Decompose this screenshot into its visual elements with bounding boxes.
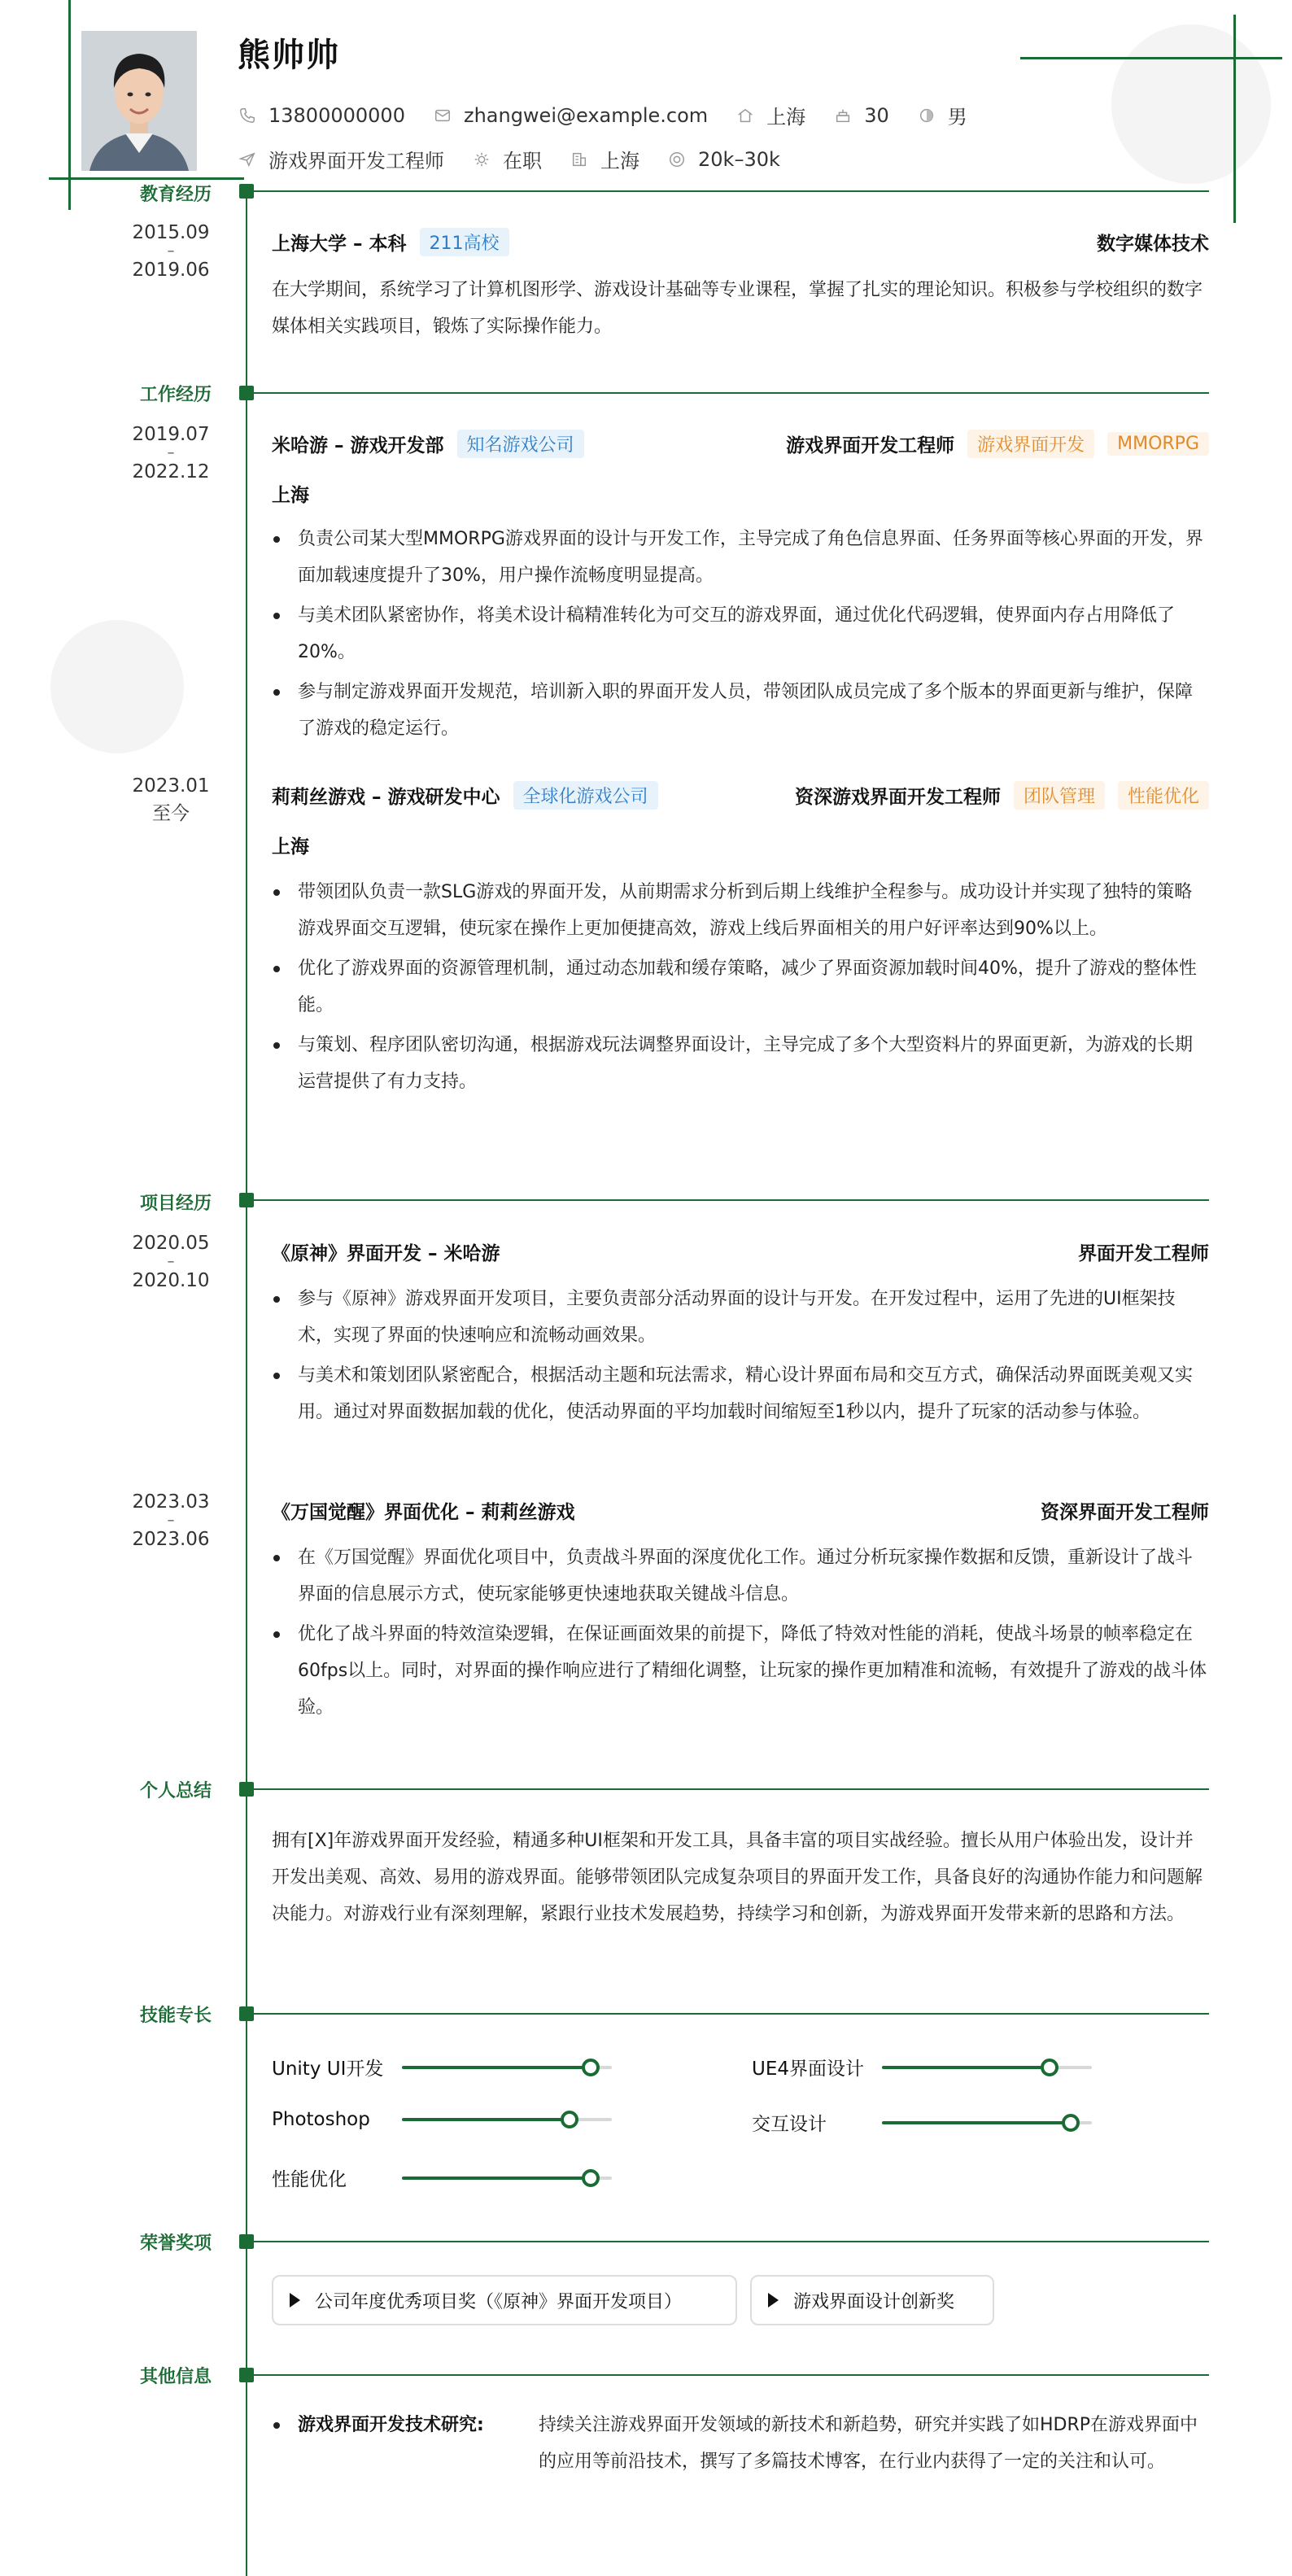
role-tag: 游戏界面开发 xyxy=(967,430,1094,458)
work-bullets-1 xyxy=(272,521,1209,750)
timeline-spine xyxy=(246,184,247,2576)
job-role: 资深游戏界面开发工程师 xyxy=(794,787,1001,808)
mail-icon xyxy=(433,106,452,125)
role-tag: MMORPG xyxy=(1107,432,1209,456)
skill-performance xyxy=(272,2164,612,2191)
age-text: 30 xyxy=(864,103,889,127)
salary-item xyxy=(667,148,780,171)
work-bullets-2 xyxy=(272,874,1209,1103)
email-text: zhangwei@example.com xyxy=(463,103,709,127)
project-bullets-2 xyxy=(272,1539,1209,1729)
skill-label: Photoshop xyxy=(272,2109,370,2130)
target-job-text: 游戏界面开发工程师 xyxy=(268,150,444,172)
section-title-work: 工作经历 xyxy=(139,385,212,405)
skill-level-bar xyxy=(882,2066,1092,2069)
skill-level-knob xyxy=(582,2169,600,2187)
award-label: 游戏界面设计创新奖 xyxy=(793,2291,955,2312)
decor-line-right-horizontal xyxy=(1020,57,1282,59)
award-item xyxy=(750,2275,994,2325)
decor-line-right-vertical xyxy=(1233,15,1236,223)
skill-unity-ui xyxy=(272,2054,612,2080)
bullet-item: 与策划、程序团队密切沟通，根据游戏玩法调整界面设计，主导完成了多个大型资料片的界面更新，为游戏的长期运营提供了有力支持。 xyxy=(272,1027,1209,1100)
school-name: 上海大学 – 本科 xyxy=(272,234,407,255)
bullet-item: 在《万国觉醒》界面优化项目中，负责战斗界面的深度优化工作。通过分析玩家操作数据和反馈，重新设计了战斗界面的信息展示方式，使玩家能够更快速地获取关键战斗信息。 xyxy=(272,1539,1209,1613)
skill-interaction-design xyxy=(752,2109,1092,2136)
bullet-item: 参与制定游戏界面开发规范，培训新入职的界面开发人员，带领团队成员完成了多个版本的界面更新与维护，保障了游戏的稳定运行。 xyxy=(272,674,1209,747)
location-text: 上海 xyxy=(766,106,806,129)
age-item xyxy=(833,104,889,127)
contact-row xyxy=(238,101,995,129)
section-marker-projects xyxy=(239,1193,254,1207)
other-info-item xyxy=(272,2407,1209,2480)
education-header xyxy=(272,228,1209,256)
section-rule-summary xyxy=(254,1788,1209,1790)
section-marker-skills xyxy=(239,2006,254,2021)
avatar-image xyxy=(81,31,197,171)
section-title-education: 教育经历 xyxy=(139,185,212,205)
section-title-skills: 技能专长 xyxy=(139,2006,212,2026)
target-job-item xyxy=(238,145,444,173)
date-end: 2020.10 xyxy=(132,1270,210,1291)
project-role: 界面开发工程师 xyxy=(1078,1243,1209,1264)
date-start: 2023.01 xyxy=(132,775,210,797)
role-tag: 团队管理 xyxy=(1014,781,1105,810)
bullet-item: 与美术团队紧密协作，将美术设计稿精准转化为可交互的游戏界面，通过优化代码逻辑，使界面内存占用降低了20%。 xyxy=(272,597,1209,670)
award-label: 公司年度优秀项目奖（《原神》界面开发项目） xyxy=(315,2291,683,2312)
date-end: 2019.06 xyxy=(132,260,210,281)
company-tag: 全球化游戏公司 xyxy=(513,781,658,810)
skill-label: 性能优化 xyxy=(272,2169,347,2190)
skill-label: Unity UI开发 xyxy=(272,2059,384,2080)
date-start: 2020.05 xyxy=(132,1233,210,1254)
date-start: 2023.03 xyxy=(132,1491,210,1513)
decor-circle-left xyxy=(50,620,184,753)
project-role: 资深界面开发工程师 xyxy=(1041,1502,1209,1523)
candidate-name: 熊帅帅 xyxy=(238,37,340,74)
send-icon xyxy=(238,150,257,169)
section-marker-education xyxy=(239,184,254,199)
triangle-icon xyxy=(290,2293,300,2307)
project-date-1: 2020.05 – 2020.10 xyxy=(132,1233,210,1291)
work-date-2 xyxy=(122,776,220,823)
section-marker-other xyxy=(239,2368,254,2382)
bullet-item: 带领团队负责一款SLG游戏的界面开发，从前期需求分析到后期上线维护全程参与。成功设计并实现了独特的策略游戏界面交互逻辑，使玩家在操作上更加便捷高效，游戏上线后界面相关的用户好评率达到90%以上。 xyxy=(272,874,1209,947)
job-intent-row xyxy=(238,145,808,173)
project-header-1 xyxy=(272,1238,1209,1265)
home-icon xyxy=(735,106,755,125)
skill-level-knob xyxy=(1062,2114,1080,2132)
skill-level-knob xyxy=(1041,2059,1058,2076)
skill-photoshop xyxy=(272,2109,612,2130)
project-header-2 xyxy=(272,1497,1209,1524)
gender-icon xyxy=(917,106,936,125)
job-status-text: 在职 xyxy=(503,150,542,172)
salary-text: 20k–30k xyxy=(698,147,780,171)
phone-item xyxy=(238,104,405,127)
date-end: 2022.12 xyxy=(132,461,210,482)
gender-item xyxy=(917,101,967,129)
school-tag: 211高校 xyxy=(420,228,509,256)
avatar xyxy=(81,31,197,171)
section-rule-skills xyxy=(254,2013,1209,2015)
email-item xyxy=(433,104,708,127)
section-marker-awards xyxy=(239,2234,254,2249)
project-title: 《原神》界面开发 – 米哈游 xyxy=(272,1243,500,1264)
age-icon xyxy=(833,106,853,125)
bullet-item: 参与《原神》游戏界面开发项目，主要负责部分活动界面的设计与开发。在开发过程中，运用了先进的UI框架技术，实现了界面的快速响应和流畅动画效果。 xyxy=(272,1281,1209,1354)
company-tag: 知名游戏公司 xyxy=(457,430,584,458)
summary-text: 拥有[X]年游戏界面开发经验，精通多种UI框架和开发工具，具备丰富的项目实战经验。擅长从用户体验出发，设计并开发出美观、高效、易用的游戏界面。能够带领团队完成复杂项目的界面开发工作，具备良好的沟通协作能力和问题解决能力。对游戏行业有深刻理解，紧跟行业技术发展趋势，持续学习和创新，为游戏界面开发带来新的思路和方法。 xyxy=(272,1831,1203,1924)
section-rule-education xyxy=(254,190,1209,192)
decor-line-left-horizontal xyxy=(49,177,244,180)
phone-text: 13800000000 xyxy=(268,103,405,127)
date-start: 2015.09 xyxy=(132,222,210,243)
role-tag: 性能优化 xyxy=(1118,781,1209,810)
gender-text: 男 xyxy=(947,106,967,129)
section-rule-projects xyxy=(254,1199,1209,1201)
major: 数字媒体技术 xyxy=(1097,234,1209,255)
skill-label: 交互设计 xyxy=(752,2114,827,2135)
decor-circle-top-right xyxy=(1111,24,1271,184)
bullet-item: 与美术和策划团队紧密配合，根据活动主题和玩法需求，精心设计界面布局和交互方式，确保活动界面既美观又实用。通过对界面数据加载的优化，使活动界面的平均加载时间缩短至1秒以内，提升了玩家的活动参与体验。 xyxy=(272,1357,1209,1430)
section-title-summary: 个人总结 xyxy=(139,1781,212,1801)
section-title-projects: 项目经历 xyxy=(139,1194,212,1214)
job-role: 游戏界面开发工程师 xyxy=(786,435,955,456)
section-rule-work xyxy=(254,392,1209,394)
project-date-2: 2023.03 – 2023.06 xyxy=(132,1491,210,1550)
project-bullets-1 xyxy=(272,1281,1209,1434)
triangle-icon xyxy=(768,2293,779,2307)
job-city-item xyxy=(570,145,639,173)
section-marker-summary xyxy=(239,1782,254,1797)
education-description: 在大学期间，系统学习了计算机图形学、游戏设计基础等专业课程，掌握了扎实的理论知识。积极参与学校组织的数字媒体相关实践项目，锻炼了实际操作能力。 xyxy=(272,280,1203,337)
skill-level-bar xyxy=(402,2177,612,2180)
bullet-item: 优化了游戏界面的资源管理机制，通过动态加载和缓存策略，减少了界面资源加载时间40%，提升了游戏的整体性能。 xyxy=(272,950,1209,1024)
project-title: 《万国觉醒》界面优化 – 莉莉丝游戏 xyxy=(272,1502,575,1523)
section-rule-other xyxy=(254,2374,1209,2376)
skill-level-bar xyxy=(882,2121,1092,2124)
date-end: 至今 xyxy=(152,803,190,824)
section-title-other: 其他信息 xyxy=(139,2367,212,2387)
skill-level-bar xyxy=(402,2118,612,2121)
phone-icon xyxy=(238,106,257,125)
date-start: 2019.07 xyxy=(132,424,210,445)
location-item xyxy=(735,101,805,129)
skill-level-bar xyxy=(402,2066,612,2069)
award-item xyxy=(272,2275,737,2325)
other-info-value: 持续关注游戏界面开发领域的新技术和新趋势，研究并实践了如HDRP在游戏界面中的应用等前沿技术，撰写了多篇技术博客，在行业内获得了一定的关注和认可。 xyxy=(539,2415,1198,2472)
skill-level-knob xyxy=(582,2059,600,2076)
company-name: 米哈游 – 游戏开发部 xyxy=(272,435,444,456)
skill-level-knob xyxy=(561,2111,578,2128)
skill-label: UE4界面设计 xyxy=(752,2059,864,2080)
work-city-1: 上海 xyxy=(272,485,309,506)
work-date-1: 2019.07 – 2022.12 xyxy=(132,424,210,482)
work-header-2 xyxy=(272,781,1209,810)
bullet-item: 优化了战斗界面的特效渲染逻辑，在保证画面效果的前提下，降低了特效对性能的消耗，使战斗场景的帧率稳定在60fps以上。同时，对界面的操作响应进行了精细化调整，让玩家的操作更加精准和流畅，有效提升了游戏的战斗体验。 xyxy=(272,1616,1209,1726)
date-end: 2023.06 xyxy=(132,1529,210,1550)
section-rule-awards xyxy=(254,2241,1209,2242)
company-name: 莉莉丝游戏 – 游戏研发中心 xyxy=(272,787,500,808)
building-icon xyxy=(570,150,589,169)
work-header-1 xyxy=(272,430,1209,458)
other-info-key: 游戏界面开发技术研究: xyxy=(298,2415,484,2435)
salary-icon xyxy=(667,150,687,169)
section-title-awards: 荣誉奖项 xyxy=(139,2233,212,2254)
status-icon xyxy=(472,150,491,169)
section-marker-work xyxy=(239,386,254,400)
job-city-text: 上海 xyxy=(600,150,639,172)
skill-ue4 xyxy=(752,2054,1092,2080)
work-city-2: 上海 xyxy=(272,836,309,858)
bullet-item: 负责公司某大型MMORPG游戏界面的设计与开发工作，主导完成了角色信息界面、任务界面等核心界面的开发，界面加载速度提升了30%，用户操作流畅度明显提高。 xyxy=(272,521,1209,594)
job-status-item xyxy=(472,145,542,173)
education-date: 2015.09 – 2019.06 xyxy=(132,222,210,281)
